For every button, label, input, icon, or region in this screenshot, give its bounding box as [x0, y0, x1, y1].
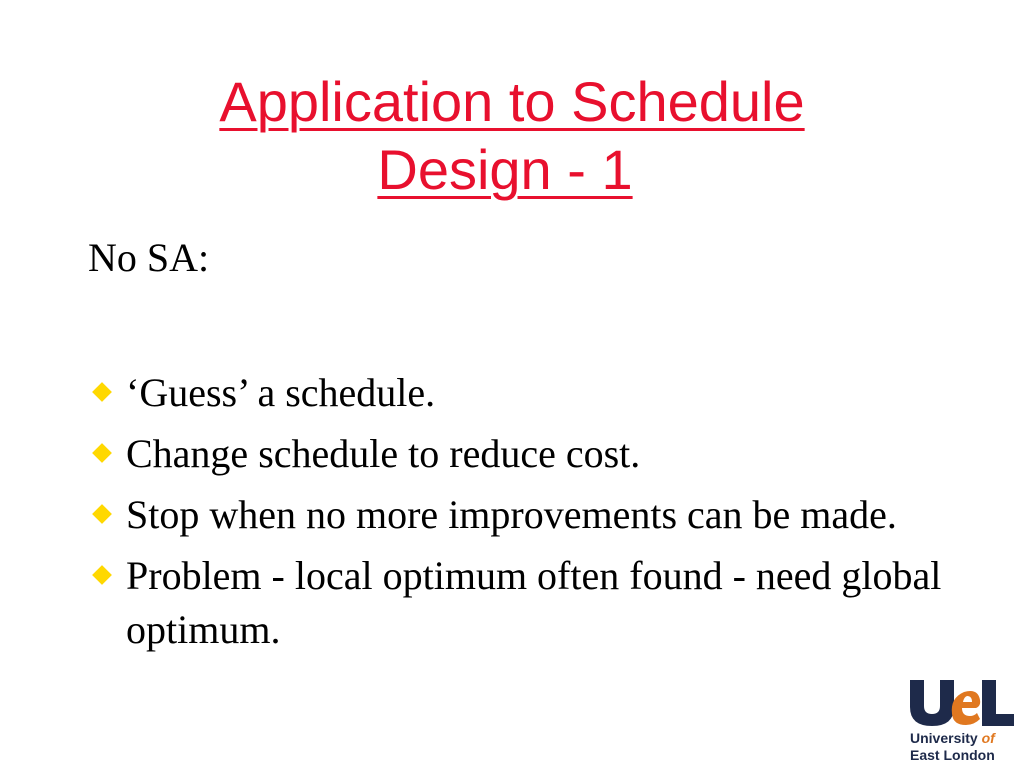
- slide-title: [0, 68, 1024, 204]
- bullet-item: [88, 488, 948, 542]
- bullet-text: Problem - local optimum often found - need global optimum.: [126, 553, 942, 652]
- intro-text: No SA:: [88, 235, 210, 280]
- bullet-item: [88, 549, 948, 657]
- bullet-text: Change schedule to reduce cost.: [126, 431, 641, 476]
- bullet-text: Stop when no more improvements can be made.: [126, 492, 897, 537]
- bullet-text: ‘Guess’ a schedule.: [126, 370, 436, 415]
- diamond-bullet-icon: [92, 443, 112, 463]
- university-logo: [906, 676, 1018, 764]
- title-line-2: Design - 1: [377, 138, 633, 201]
- logo-university: University: [910, 730, 982, 746]
- bullet-item: [88, 427, 948, 481]
- logo-of: of: [981, 730, 995, 746]
- uel-logo-mark-icon: [906, 676, 1018, 728]
- diamond-bullet-icon: [92, 504, 112, 524]
- logo-wordmark: [910, 730, 995, 764]
- diamond-bullet-icon: [92, 382, 112, 402]
- bullet-list: [88, 366, 948, 657]
- slide-body: [88, 232, 948, 664]
- title-line-1: Application to Schedule: [219, 70, 805, 133]
- bullet-item: [88, 366, 948, 420]
- logo-east-london: East London: [910, 747, 995, 763]
- diamond-bullet-icon: [92, 565, 112, 585]
